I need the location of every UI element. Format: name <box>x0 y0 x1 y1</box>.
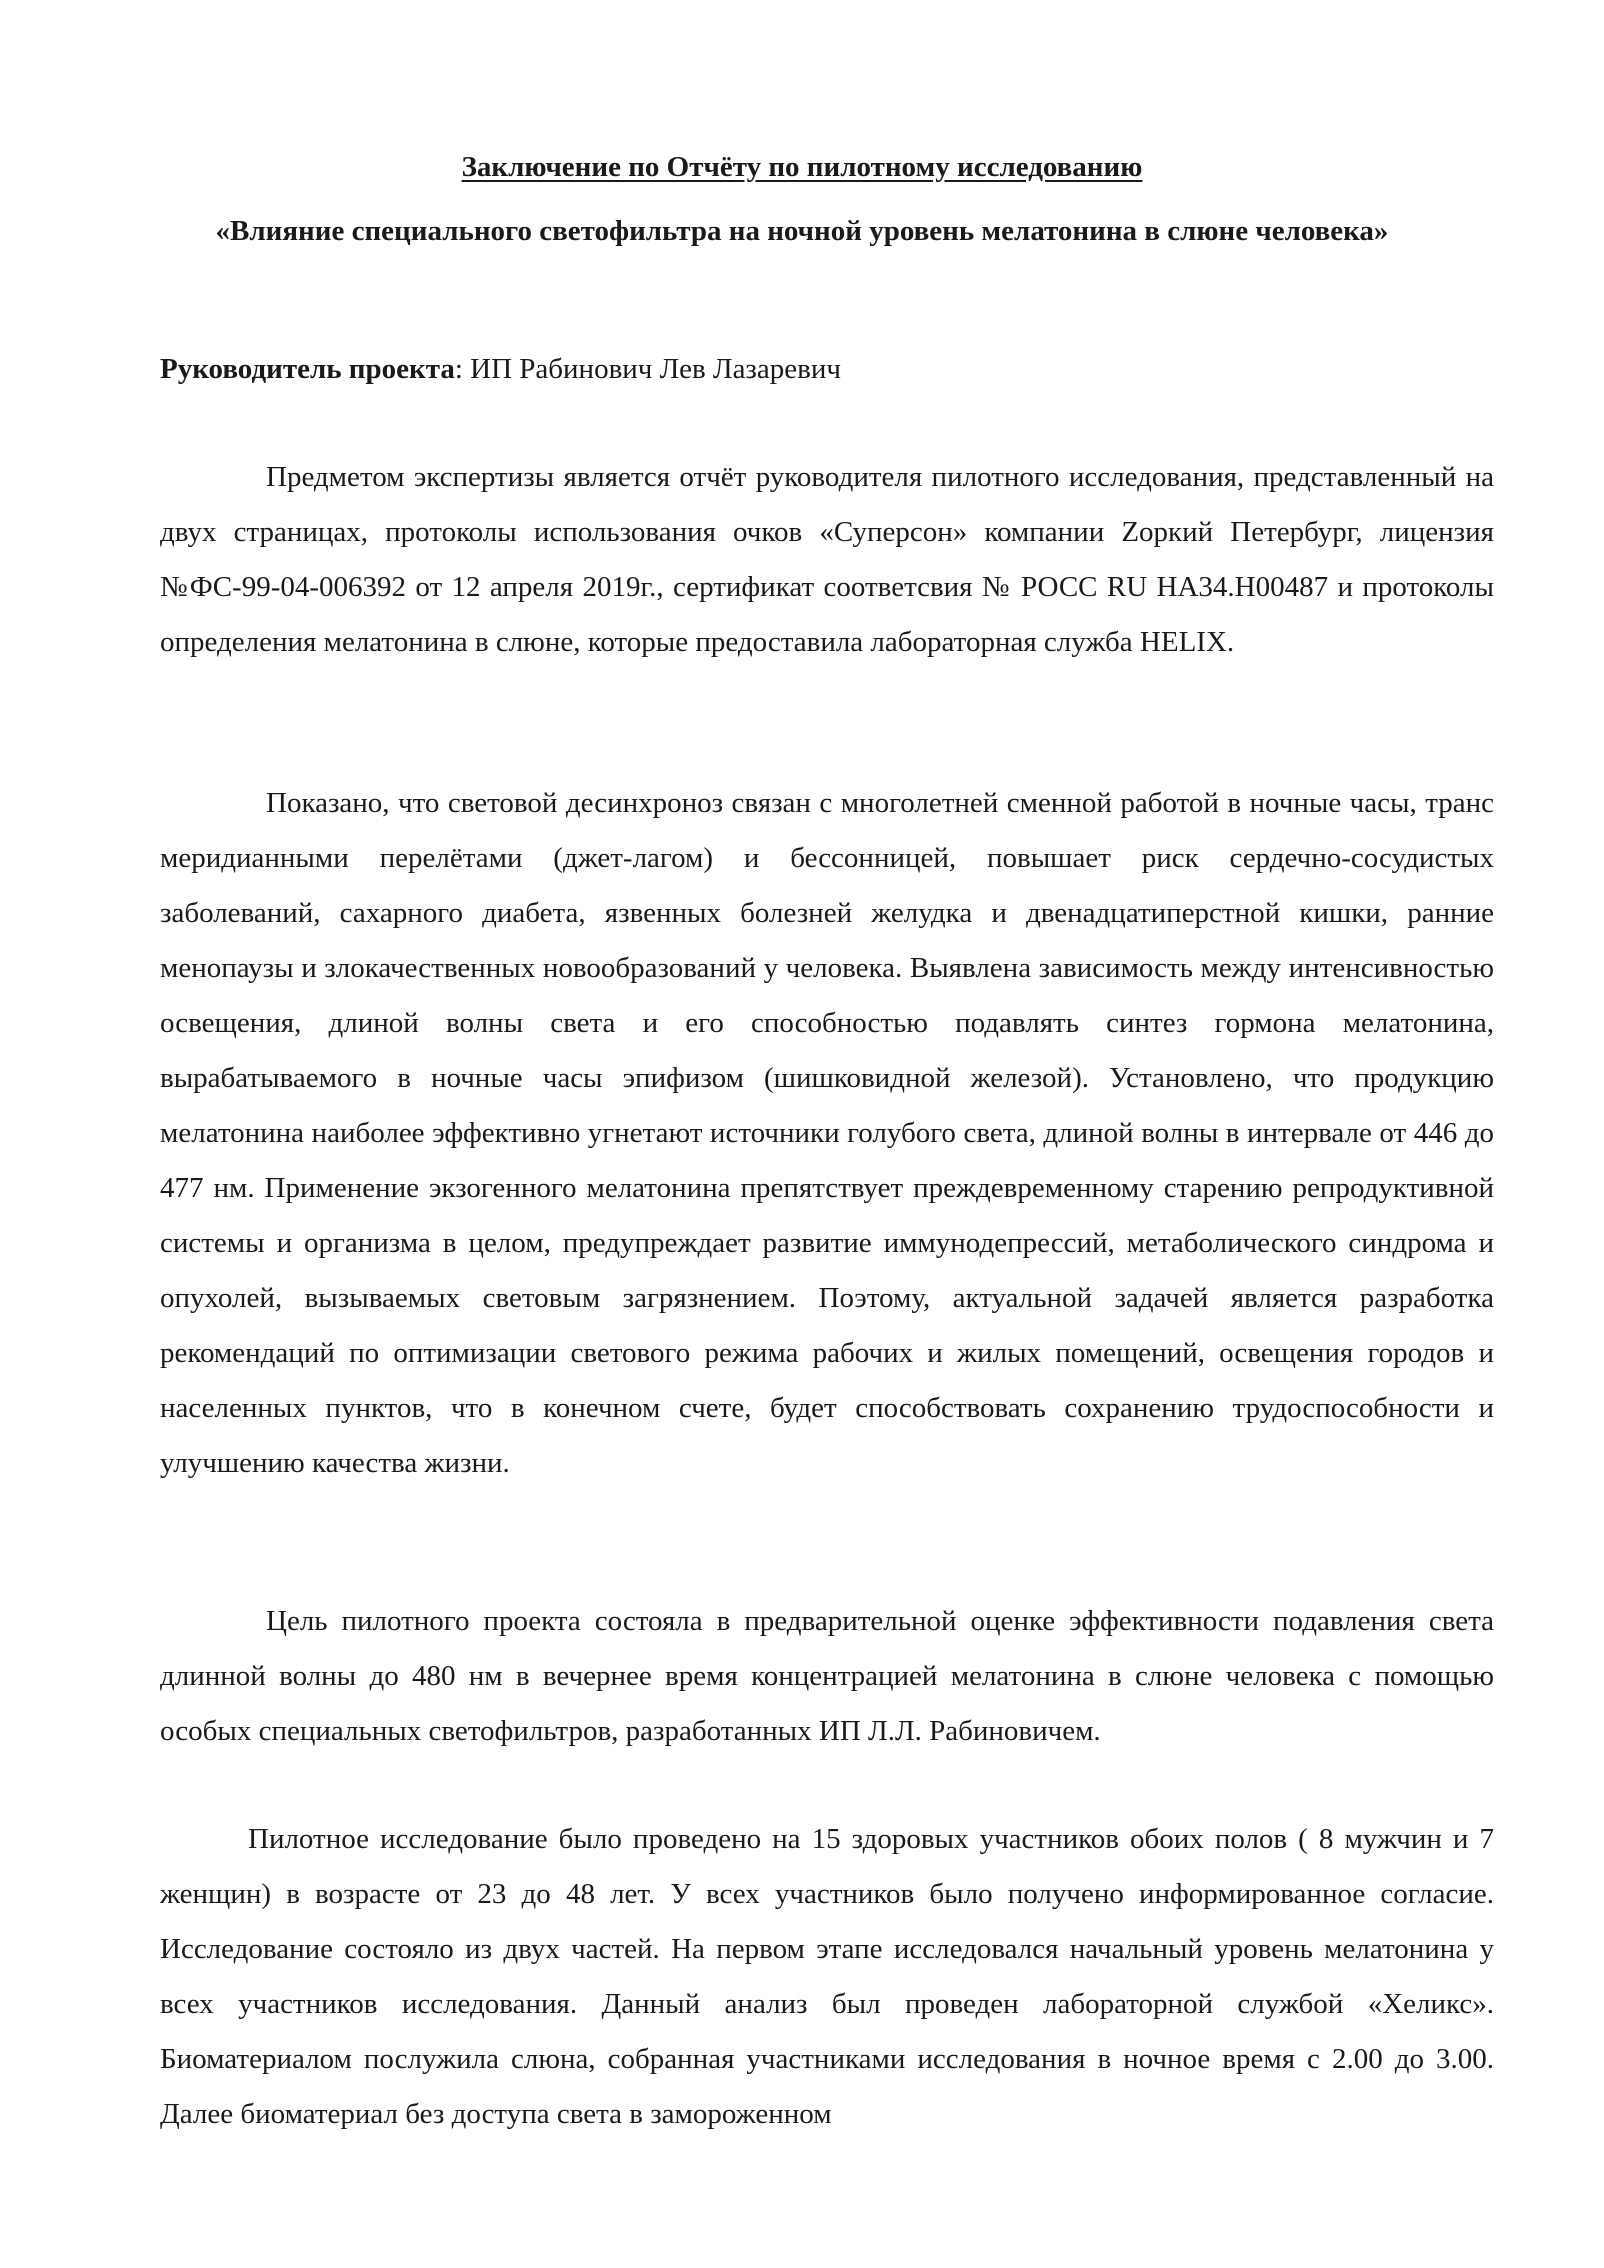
project-leader-value: : ИП Рабинович Лев Лазаревич <box>454 353 841 385</box>
paragraph-study-design: Пилотное исследование было проведено на 15 здоровых участников обоих полов ( 8 мужчин и 7 женщин) в возрасте от 23 до 48 лет. У всех участников было получено информированное согласие. Исследование состояло из двух частей. На первом этапе исследовался начальный уровень мелатонина у всех участников исследования. Данный анализ был проведен лабораторной службой «Хеликс». Биоматериалом послужила слюна, собранная участниками исследования в ночное время с 2.00 до 3.00. Далее биоматериал без доступа света в замороженном <box>160 1823 1494 2130</box>
paragraph-expertise-subject: Предметом экспертизы является отчёт руководителя пилотного исследования, представленный на двух страницах, протоколы использования очков «Суперсон» компании Zоркий Петербург, лицензия №ФС-99-04-006392 от 12 апреля 2019г., сертификат соответсвия № РОСС RU НА34.Н00487 и протоколы определения мелатонина в слюне, которые предоставила лабораторная служба HELIX. <box>160 461 1494 658</box>
document-subtitle: «Влияние специального светофильтра на ночной уровень мелатонина в слюне человека» <box>215 215 1389 247</box>
paragraph-project-goal: Цель пилотного проекта состояла в предварительной оценке эффективности подавления света длинной волны до 480 нм в вечернее время концентрацией мелатонина в слюне человека с помощью особых специальных светофильтров, разработанных ИП Л.Л. Рабиновичем. <box>160 1605 1494 1747</box>
project-leader-label: Руководитель проекта <box>160 353 455 385</box>
project-leader <box>160 352 1500 386</box>
document-title: Заключение по Отчёту по пилотному исследованию <box>461 151 1143 183</box>
paragraph-background: Показано, что световой десинхроноз связан с многолетней сменной работой в ночные часы, транс меридианными перелётами (джет-лагом) и бессонницей, повышает риск сердечно-сосудистых заболеваний, сахарного диабета, язвенных болезней желудка и двенадцатиперстной кишки, ранние менопаузы и злокачественных новообразований у человека. Выявлена зависимость между интенсивностью освещения, длиной волны света и его способностью подавлять синтез гормона мелатонина, вырабатываемого в ночные часы эпифизом (шишковидной железой). Установлено, что продукцию мелатонина наиболее эффективно угнетают источники голубого света, длиной волны в интервале от 446 до 477 нм. Применение экзогенного мелатонина препятствует преждевременному старению репродуктивной системы и организма в целом, предупреждает развитие иммунодепрессий, метаболического синдрома и опухолей, вызываемых световым загрязнением. Поэтому, актуальной задачей является разработка рекомендаций по оптимизации светового режима рабочих и жилых помещений, освещения городов и населенных пунктов, что в конечном счете, будет способствовать сохранению трудоспособности и улучшению качества жизни. <box>160 787 1494 1479</box>
